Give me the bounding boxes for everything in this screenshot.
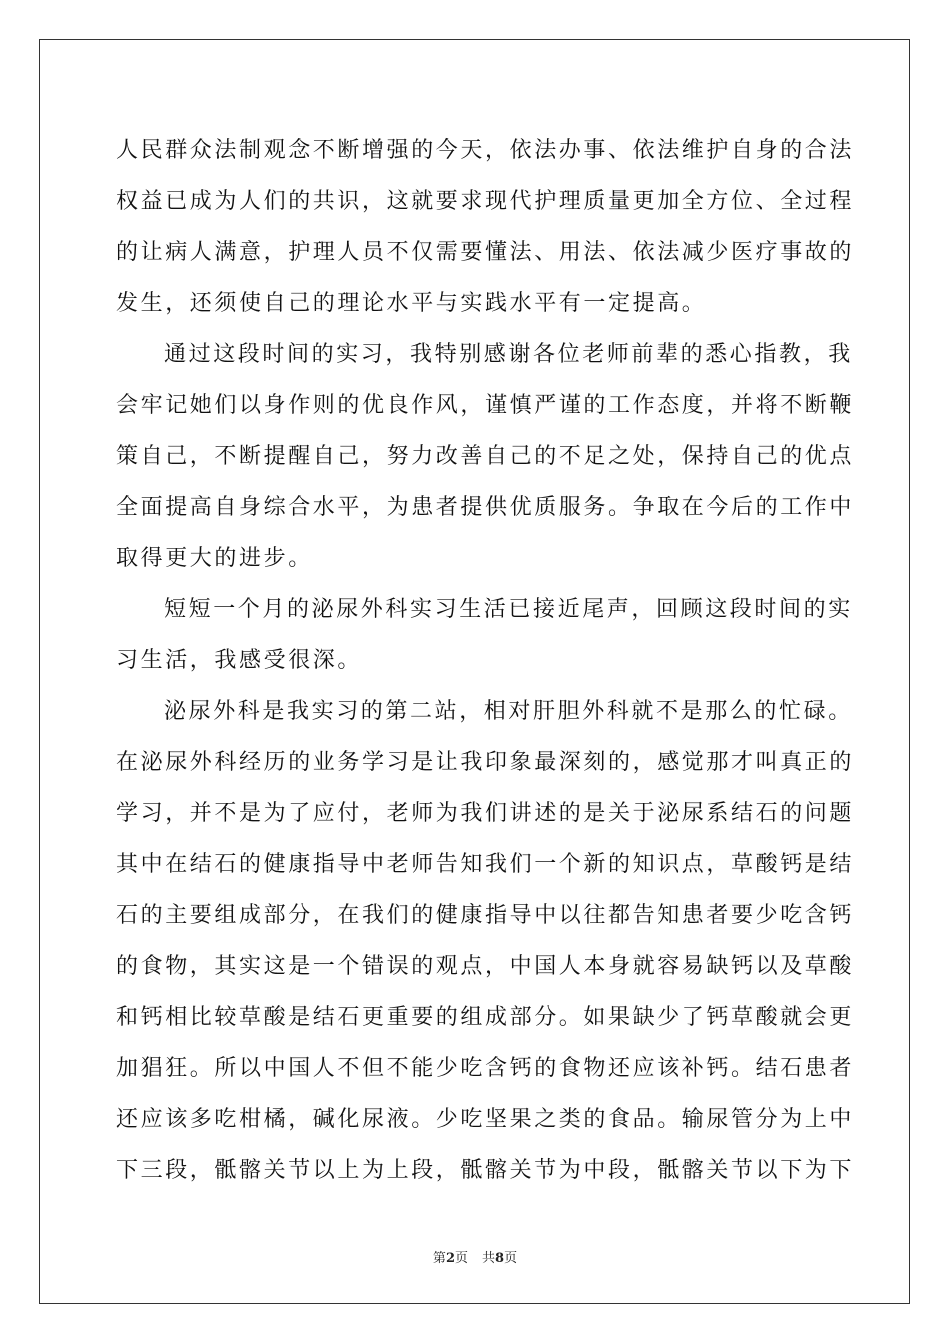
text-line: 会牢记她们以身作则的优良作风，谨慎严谨的工作态度，并将不断鞭 xyxy=(116,393,855,418)
text-line: 人民群众法制观念不断增强的今天，依法办事、依法维护自身的合法 xyxy=(116,138,855,163)
paragraph-first-line: 泌尿外科是我实习的第二站，相对肝胆外科就不是那么的忙碌。 xyxy=(164,699,853,724)
text-line: 的让病人满意，护理人员不仅需要懂法、用法、依法减少医疗事故的 xyxy=(116,240,855,265)
paragraph-first-line: 通过这段时间的实习，我特别感谢各位老师前辈的悉心指教，我 xyxy=(164,342,853,367)
text-line: 习生活，我感受很深。 xyxy=(116,648,363,673)
text-line: 还应该多吃柑橘，碱化尿液。少吃坚果之类的食品。输尿管分为上中 xyxy=(116,1107,855,1132)
total-label-prefix: 共 xyxy=(482,1251,496,1266)
text-line: 策自己，不断提醒自己，努力改善自己的不足之处，保持自己的优点 xyxy=(116,444,855,469)
page-label-prefix: 第 xyxy=(432,1251,446,1266)
page-footer xyxy=(0,1250,950,1268)
text-line: 权益已成为人们的共识，这就要求现代护理质量更加全方位、全过程 xyxy=(116,189,855,214)
text-line: 取得更大的进步。 xyxy=(116,546,313,571)
page-number: 2 xyxy=(445,1251,455,1266)
text-line: 和钙相比较草酸是结石更重要的组成部分。如果缺少了钙草酸就会更 xyxy=(116,1005,855,1030)
total-label-suffix: 页 xyxy=(504,1251,518,1266)
text-line: 其中在结石的健康指导中老师告知我们一个新的知识点，草酸钙是结 xyxy=(116,852,855,877)
text-line: 的食物，其实这是一个错误的观点，中国人本身就容易缺钙以及草酸 xyxy=(116,954,855,979)
paragraph-first-line: 短短一个月的泌尿外科实习生活已接近尾声，回顾这段时间的实 xyxy=(164,597,853,622)
text-line: 全面提高自身综合水平，为患者提供优质服务。争取在今后的工作中 xyxy=(116,495,855,520)
text-line: 下三段，骶髂关节以上为上段，骶髂关节为中段，骶髂关节以下为下 xyxy=(116,1158,855,1183)
text-line: 发生，还须使自己的理论水平与实践水平有一定提高。 xyxy=(116,291,707,316)
text-line: 石的主要组成部分，在我们的健康指导中以往都告知患者要少吃含钙 xyxy=(116,903,855,928)
text-line: 学习，并不是为了应付，老师为我们讲述的是关于泌尿系结石的问题 xyxy=(116,801,855,826)
page-label-suffix: 页 xyxy=(454,1251,468,1266)
text-line: 加猖狂。所以中国人不但不能少吃含钙的食物还应该补钙。结石患者 xyxy=(116,1056,855,1081)
text-line: 在泌尿外科经历的业务学习是让我印象最深刻的，感觉那才叫真正的 xyxy=(116,750,855,775)
total-pages: 8 xyxy=(495,1251,505,1266)
